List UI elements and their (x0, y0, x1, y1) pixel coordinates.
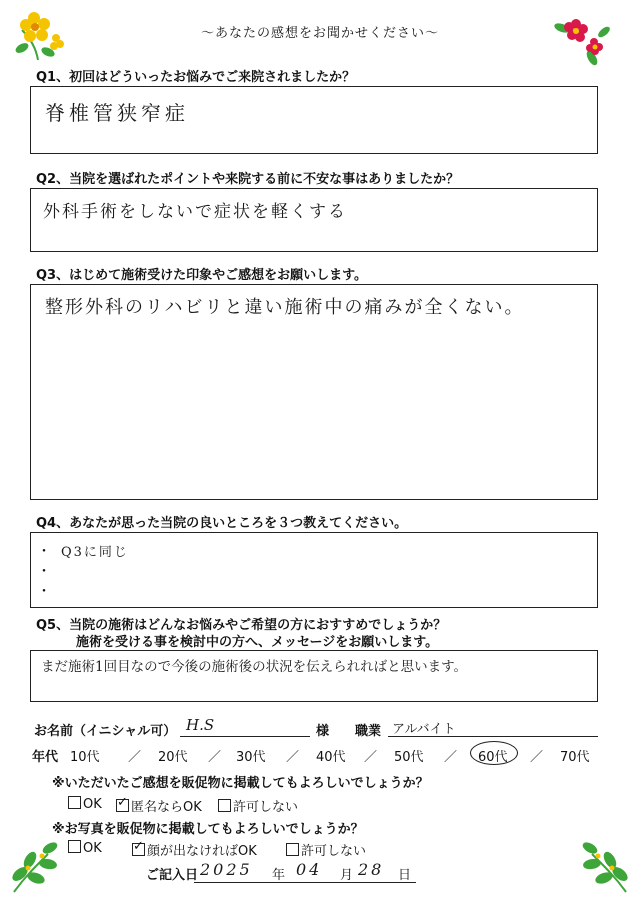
checkbox[interactable] (218, 799, 231, 812)
question-4-answer-box (30, 532, 598, 608)
question-3-answer: 整形外科のリハビリと違い施術中の痛みが全くない。 (45, 297, 525, 318)
question-1-answer-box (30, 86, 598, 154)
question-5-label: Q5、当院の施術はどんなお悩みやご希望の方におすすめでしょうか？ (36, 618, 447, 633)
date-month: 04 (296, 860, 323, 879)
green-leaf-icon (574, 834, 634, 894)
green-leaf-icon (6, 834, 66, 894)
age-30[interactable]: 30代 (236, 750, 266, 765)
date-year-unit: 年 (272, 868, 286, 883)
consent-2-option-no-face[interactable]: ✓ 顔が出なければOK (132, 840, 257, 859)
age-separator: ／ (128, 750, 142, 765)
age-separator: ／ (286, 750, 300, 765)
age-70[interactable]: 70代 (560, 750, 590, 765)
age-20[interactable]: 20代 (158, 750, 188, 765)
consent-1-option-deny[interactable]: 許可しない (218, 796, 298, 815)
age-separator: ／ (530, 750, 544, 765)
job-value: アルバイト (392, 722, 456, 737)
question-5-answer-box (30, 650, 598, 702)
age-selected-circle (470, 741, 518, 765)
date-day: 28 (358, 860, 385, 879)
question-3-label: Q3、はじめて施術受けた印象やご感想をお願いします。 (36, 268, 368, 283)
date-day-unit: 日 (398, 868, 412, 883)
age-60[interactable]: 60代 (478, 750, 508, 765)
age-50[interactable]: 50代 (394, 750, 424, 765)
date-year: 2025 (200, 860, 253, 879)
age-label: 年代 (32, 750, 59, 765)
job-label: 職業 (355, 724, 382, 739)
date-underline (194, 882, 416, 883)
consent-1-option-anonymous[interactable]: ✓ 匿名ならOK (116, 796, 202, 815)
date-month-unit: 月 (340, 868, 354, 883)
question-1-label: Q1、初回はどういったお悩みでご来院されましたか？ (36, 70, 356, 85)
checkbox[interactable] (68, 840, 81, 853)
bullet-1: ・ (37, 544, 51, 560)
consent-question-1: ※いただいたご感想を販促物に掲載してもよろしいでしょうか？ (52, 776, 429, 791)
consent-question-2: ※お写真を販促物に掲載してもよろしいでしょうか？ (52, 822, 364, 837)
question-2-label: Q2、当院を選ばれたポイントや来院する前に不安な事はありましたか？ (36, 172, 460, 187)
name-value: H.S (186, 716, 215, 734)
checkbox-checked[interactable] (116, 799, 129, 812)
question-2-answer: 外科手術をしないで症状を軽くする (43, 202, 347, 222)
question-1-answer: 脊椎管狭窄症 (45, 101, 189, 125)
question-5-label-line2: 施術を受ける事を検討中の方へ、メッセージをお願いします。 (76, 635, 439, 650)
question-2-answer-box (30, 188, 598, 252)
question-3-answer-box (30, 284, 598, 500)
age-separator: ／ (208, 750, 222, 765)
consent-2-option-deny[interactable]: 許可しない (286, 840, 366, 859)
checkbox[interactable] (68, 796, 81, 809)
page-title: 〜あなたの感想をお聞かせください〜 (200, 26, 439, 41)
age-40[interactable]: 40代 (316, 750, 346, 765)
question-5-answer: まだ施術1回目なので今後の施術後の状況を伝えられればと思います。 (41, 659, 468, 675)
honorific: 様 (316, 724, 330, 739)
name-label: お名前（イニシャル可） (34, 724, 177, 739)
question-4-label: Q4、あなたが思った当院の良いところを３つ教えてください。 (36, 516, 408, 531)
consent-2-option-ok[interactable]: OK (68, 840, 102, 856)
checkbox[interactable] (286, 843, 299, 856)
job-underline (388, 736, 598, 737)
age-separator: ／ (364, 750, 378, 765)
age-10[interactable]: 10代 (70, 750, 100, 765)
question-4-answer-1: Q3に同じ (61, 545, 129, 560)
age-separator: ／ (444, 750, 458, 765)
consent-1-option-ok[interactable]: OK (68, 796, 102, 812)
bullet-2: ・ (37, 564, 51, 580)
bullet-3: ・ (37, 584, 51, 600)
name-underline (180, 736, 310, 737)
date-label: ご記入日 (146, 868, 199, 883)
checkbox-checked[interactable] (132, 843, 145, 856)
